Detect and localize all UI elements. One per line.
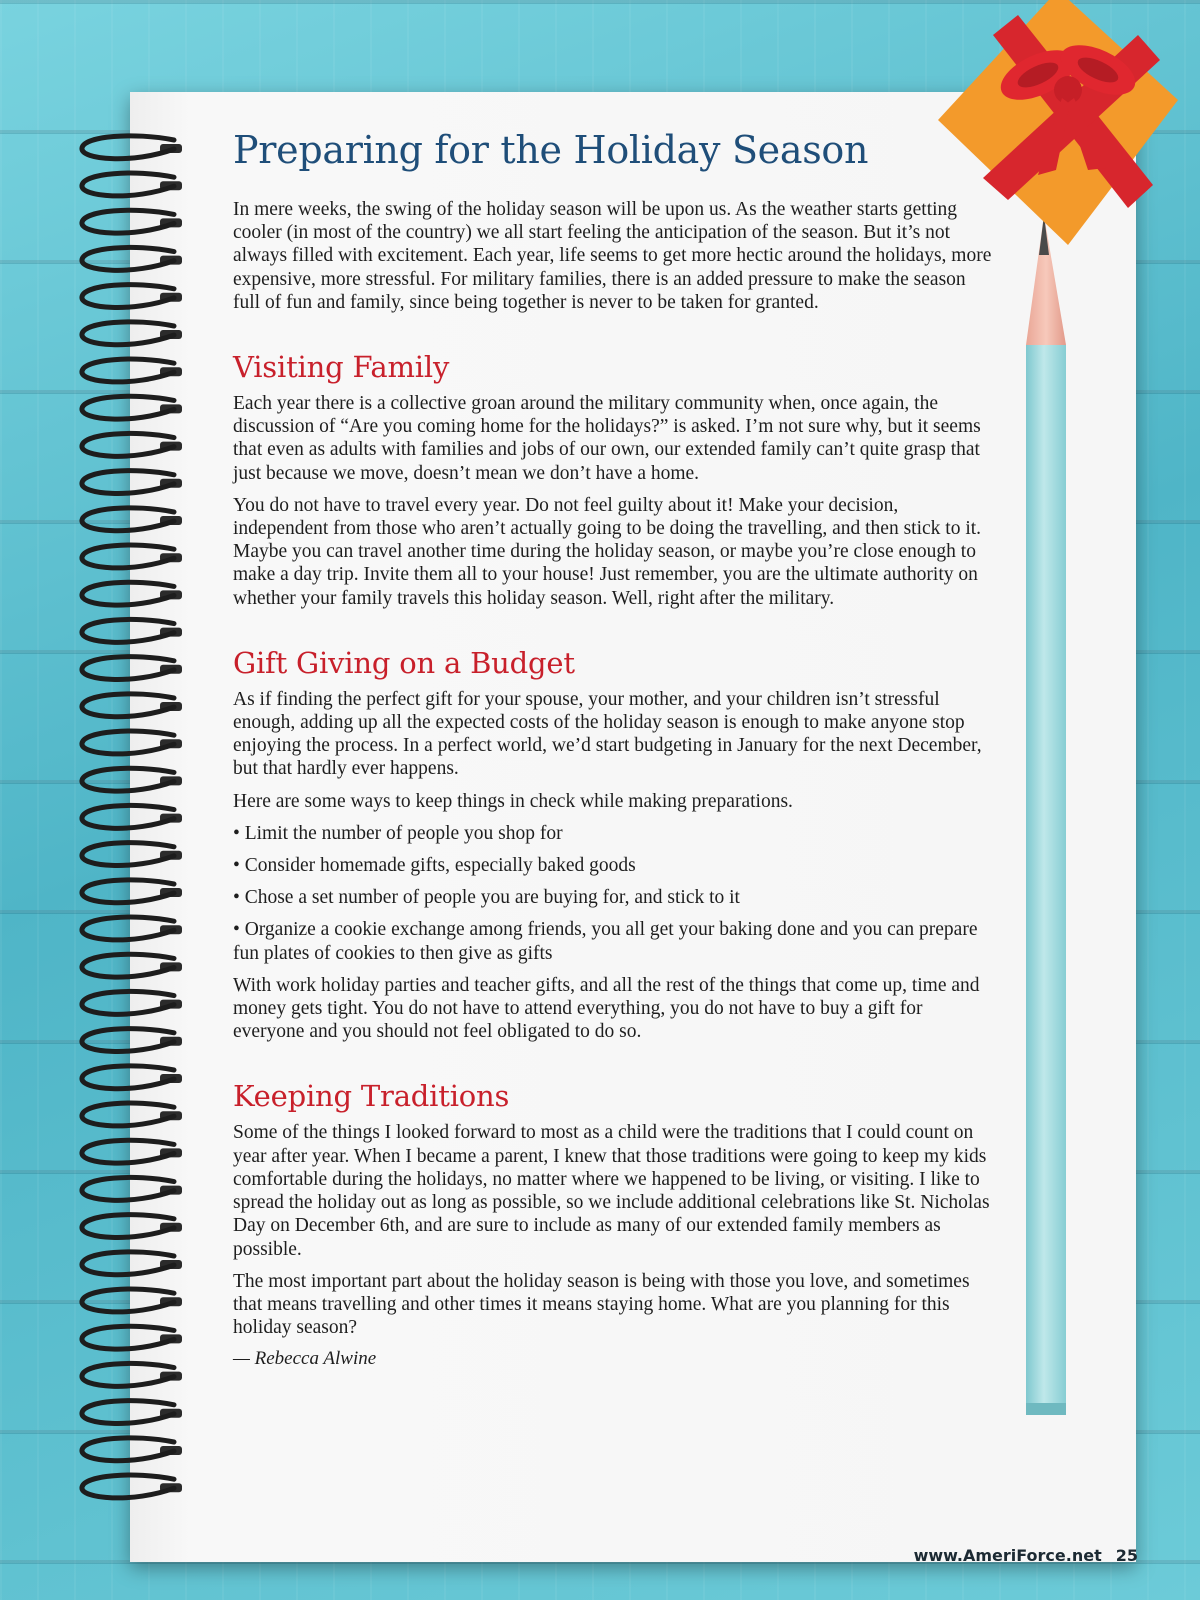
section-gift-giving <box>233 646 993 1044</box>
page-number: 25 <box>1115 1546 1138 1565</box>
page-title: Preparing for the Holiday Season <box>233 128 869 172</box>
article <box>233 128 993 1370</box>
list-item: • Consider homemade gifts, especially baked goods <box>233 855 636 877</box>
section-keeping-traditions <box>233 1079 993 1370</box>
pencil-icon <box>1018 215 1078 1420</box>
list-item: • Chose a set number of people you are buying for, and stick to it <box>233 887 740 909</box>
page-footer <box>914 1546 1138 1565</box>
paragraph: With work holiday parties and teacher gifts, and all the rest of the things that come up, time and money gets tight. You do not have to attend everything, you do not have to buy a gift for everyone and you should not feel obligated to do so. <box>233 974 980 1043</box>
paragraph: Some of the things I looked forward to most as a child were the traditions that I could count on year after year. When I became a parent, I knew that those traditions were going to keep my kids comfortable during the holidays, no matter where we happened to be living, or visiting. I like to spread the holiday out as long as possible, so we include additional celebrations like St. Nicholas Day on December 6th, and are sure to include as many of our extended family members as possible. <box>233 1122 990 1260</box>
paragraph: As if finding the perfect gift for your spouse, your mother, and your children isn’t stressful enough, adding up all the expected costs of the holiday season is enough to make anyone stop enjoying the process. In a perfect world, we’d start budgeting in January for the next December, but that hardly ever happens. <box>233 688 982 780</box>
website-link[interactable]: www.AmeriForce.net <box>913 1546 1102 1565</box>
author-byline: — Rebecca Alwine <box>233 1348 377 1370</box>
intro-paragraph: In mere weeks, the swing of the holiday season will be upon us. As the weather starts getting cooler (in most of the country) we all start feeling the anticipation of the season. But it’s not always filled with excitement. Each year, life seems to get more hectic around the holidays, more expensive, more stressful. For military families, there is an added pressure to make the season full of fun and family, since being together is never to be taken for granted. <box>233 199 992 313</box>
list-item: • Limit the number of people you shop for <box>233 822 563 844</box>
section-visiting-family <box>233 350 993 610</box>
paragraph: Each year there is a collective groan around the military community when, once again, the discussion of “Are you coming home for the holidays?” is asked. I’m not sure why, but it seems that even as adults with families and jobs of our own, our extended family can’t quite grasp that just because we move, doesn’t mean we don’t have a home. <box>233 393 981 484</box>
list-item: • Organize a cookie exchange among friends, you all get your baking done and you can prepare fun plates of cookies to then give as gifts <box>233 919 978 964</box>
paragraph: Here are some ways to keep things in check while making preparations. <box>233 790 793 812</box>
section-heading: Gift Giving on a Budget <box>233 645 575 680</box>
paragraph: You do not have to travel every year. Do not feel guilty about it! Make your decision, independent from those who aren’t actually going to be doing the travelling, and then stick to it. Maybe you can travel another time during the holiday season, or maybe you’re close enough to make a day trip. Invite them all to your house! Just remember, you are the ultimate authority on whether your family travels this holiday season. Well, right after the military. <box>233 494 982 609</box>
spiral-binding-icon <box>74 128 194 1508</box>
section-heading: Keeping Traditions <box>233 1079 510 1114</box>
paragraph: The most important part about the holiday season is being with those you love, and sometimes that means travelling and other times it means staying home. What are you planning for this holiday season? <box>233 1270 970 1339</box>
section-heading: Visiting Family <box>233 350 450 385</box>
